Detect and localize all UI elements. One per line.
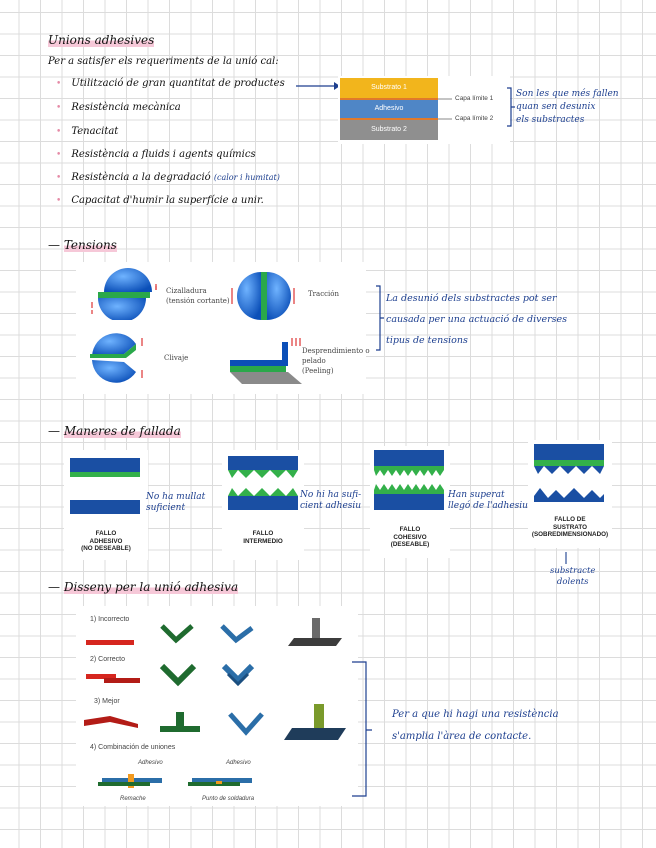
- adhesive-label: Adhesivo: [226, 760, 251, 766]
- list-item: • Utilització de gran quantitat de productes: [56, 78, 285, 89]
- failure-note: No hi ha sufi- cient adhesiu: [300, 490, 362, 511]
- failure-note: Han superat llegó de l'adhesiu: [448, 490, 528, 511]
- pointer-lines: [438, 94, 454, 124]
- substrate-2-layer: Substrato 2: [340, 120, 438, 140]
- better-joints-icon: [80, 698, 360, 748]
- failure-note: substracte dolents: [550, 566, 596, 587]
- failure-note: No ha mullat suficient: [146, 492, 206, 513]
- weld-point-label: Punto de soldadura: [202, 796, 255, 802]
- shear-stress-icon: [90, 268, 160, 320]
- failure-mode-substrate: [528, 440, 612, 548]
- failure-heading: — Maneres de fallada: [48, 424, 181, 438]
- design-note: Per a que hi hagi una resistència s'amplia l'àrea de contacte.: [392, 709, 559, 742]
- bracket-icon: [372, 284, 386, 354]
- list-item: • Resistència a fluids i agents químics: [56, 149, 256, 160]
- bullet-icon: •: [56, 103, 62, 113]
- bullet-icon: •: [56, 196, 62, 206]
- page-title: Unions adhesives: [48, 33, 155, 47]
- design-figure: [76, 606, 358, 806]
- failure-label: FALLO DE SUSTRATO (SOBREDIMENSIONADO): [531, 516, 609, 538]
- peeling-label: Desprendimiento o pelado (Peeling): [302, 347, 370, 375]
- intro-text: Per a satisfer els requeriments de la unió cal:: [48, 56, 279, 67]
- substrate-1-layer: Substrato 1: [340, 78, 438, 98]
- tension-label: Tracción: [308, 290, 339, 298]
- failure-label: FALLO INTERMEDIO: [243, 530, 283, 545]
- arrow-icon: [296, 80, 340, 92]
- adhesive-layers-figure: [338, 76, 510, 144]
- bracket-icon: [348, 660, 374, 800]
- design-label: 1) Incorrecto: [90, 616, 130, 623]
- list-item: • Tenacitat: [56, 126, 119, 137]
- tensions-figure: [76, 262, 370, 394]
- design-label: 4) Combinación de uniones: [90, 744, 176, 751]
- bullet-icon: •: [56, 79, 62, 89]
- tensions-heading: — Tensions: [48, 238, 117, 252]
- list-item: • Resistència a la degradació (calor i humitat): [56, 172, 280, 183]
- bracket-icon: [503, 86, 517, 130]
- incorrect-joints-icon: [80, 606, 360, 652]
- tensions-note: La desunió dels substractes pot ser causada per una actuació de diverses tipus de tensions: [386, 293, 568, 346]
- arrow-icon: [562, 552, 570, 566]
- list-item: • Capacitat d'humir la superfície a unir.: [56, 195, 264, 206]
- shear-label: Cizalladura (tensión cortante): [166, 287, 230, 305]
- list-item: • Resistència mecànica: [56, 102, 181, 113]
- design-label: 2) Correcto: [90, 656, 126, 663]
- layers-note: Son les que més fallen quan sen desunix els substractes: [516, 89, 619, 125]
- tension-stress-icon: [228, 266, 298, 326]
- failure-label: FALLO ADHESIVO (NO DESEABLE): [81, 530, 131, 552]
- bullet-icon: •: [56, 173, 62, 183]
- failure-mode-adhesive: [64, 450, 148, 560]
- rivet-label: Remache: [120, 796, 146, 802]
- interface-label: Capa límite 1: [455, 95, 494, 102]
- interface-label: Capa límite 2: [455, 115, 494, 122]
- adhesive-layer: Adhesivo: [340, 100, 438, 118]
- cleavage-stress-icon: [84, 328, 150, 388]
- bullet-icon: •: [56, 127, 62, 137]
- bullet-icon: •: [56, 150, 62, 160]
- correct-joints-icon: [80, 652, 360, 698]
- peeling-stress-icon: [226, 336, 306, 388]
- design-label: 3) Mejor: [94, 698, 120, 705]
- failure-mode-cohesive: [370, 446, 450, 558]
- adhesive-label: Adhesivo: [138, 760, 163, 766]
- design-heading: — Disseny per la unió adhesiva: [48, 580, 239, 594]
- cleavage-label: Clivaje: [164, 354, 189, 362]
- failure-label: FALLO COHESIVO (DESEABLE): [390, 526, 430, 548]
- requirements-list: [56, 78, 285, 218]
- failure-mode-intermediate: [222, 450, 304, 560]
